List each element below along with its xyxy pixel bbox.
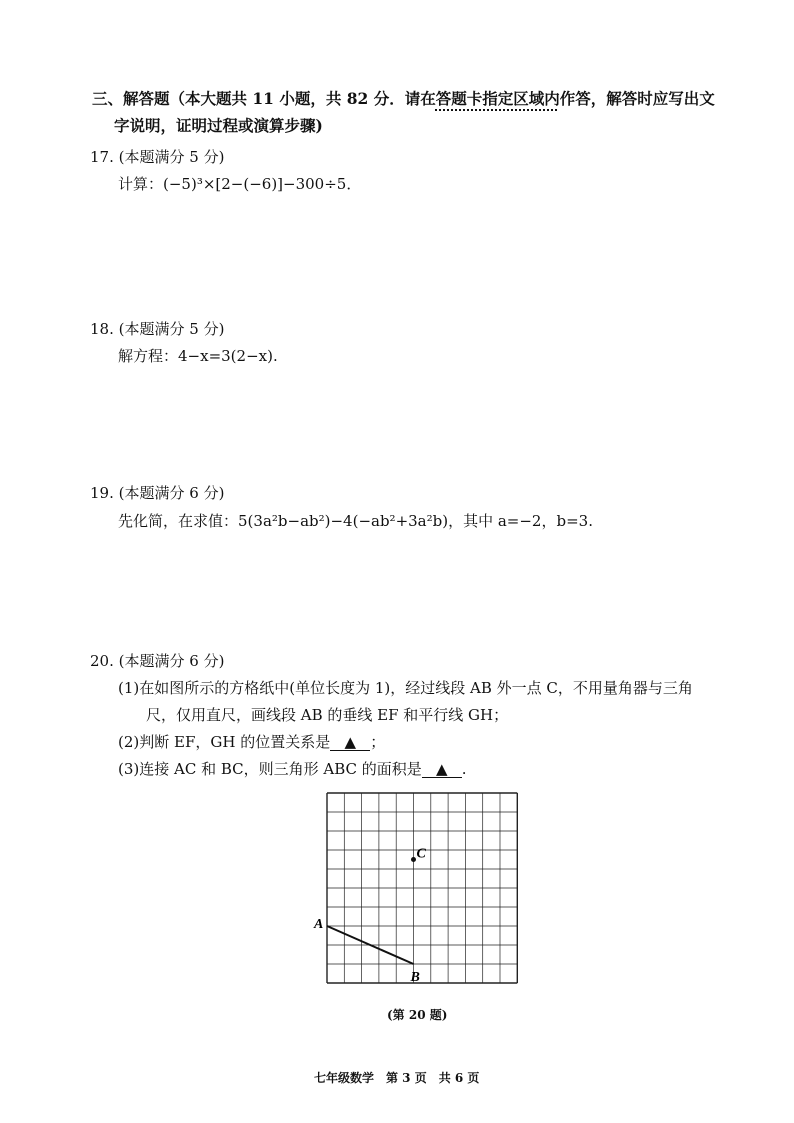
question-18-score: (本题满分 5 分) <box>118 320 225 338</box>
section-heading <box>92 87 715 109</box>
label-a: A <box>314 917 324 932</box>
section-heading-suffix: 作答，解答时应写出文 <box>559 89 715 108</box>
question-18-number: 18. <box>90 320 114 338</box>
question-20-part2-end: ； <box>370 733 386 751</box>
question-20-part3 <box>118 758 467 779</box>
question-20-part2 <box>118 731 385 752</box>
question-17-score: (本题满分 5 分) <box>118 148 225 166</box>
question-17-body: 计算：(−5)³×[2−(−6)]−300÷5． <box>118 175 362 193</box>
question-20-part3-end: . <box>461 760 467 778</box>
section-heading-emphasis: 答题卡指定区域内 <box>435 89 560 108</box>
page-footer: 七年级数学 第 3 页 共 6 页 <box>314 1071 480 1085</box>
point-c <box>411 857 416 862</box>
grid-lines <box>327 793 517 983</box>
question-19-score: (本题满分 6 分) <box>118 484 225 502</box>
question-20-part1-cont: 尺，仅用直尺，画线段 AB 的垂线 EF 和平行线 GH； <box>146 706 509 724</box>
answer-blank-3: ▲ <box>422 762 462 778</box>
question-17-number: 17. <box>90 148 114 166</box>
question-20-part2-text: (2)判断 EF，GH 的位置关系是 <box>118 733 331 751</box>
question-20-part1: (1)在如图所示的方格纸中(单位长度为 1)，经过线段 AB 外一点 C，不用量角器与三角 <box>118 679 693 697</box>
question-18-body: 解方程：4−x=3(2−x). <box>118 347 278 365</box>
answer-blank-2: ▲ <box>330 735 370 751</box>
question-19-body: 先化简，在求值：5(3a²b−ab²)−4(−ab²+3a²b)，其中 a=−2，b=3. <box>118 512 593 530</box>
label-c: C <box>416 846 426 862</box>
section-heading-prefix: 三、解答题（本大题共 11 小题，共 82 分．请在 <box>92 89 436 108</box>
question-20-score: (本题满分 6 分) <box>118 652 225 670</box>
question-19-number: 19. <box>90 484 114 502</box>
question-17-header <box>90 146 224 167</box>
question-20-number: 20. <box>90 652 114 670</box>
grid-figure <box>310 785 530 1000</box>
question-18-header <box>90 318 224 339</box>
question-19-header <box>90 482 224 503</box>
question-20-part3-text: (3)连接 AC 和 BC，则三角形 ABC 的面积是 <box>118 760 422 778</box>
label-b: B <box>410 970 420 985</box>
section-heading-line2: 字说明，证明过程或演算步骤) <box>114 116 323 135</box>
question-20-header <box>90 650 224 671</box>
figure-caption: (第 20 题) <box>387 1008 448 1022</box>
